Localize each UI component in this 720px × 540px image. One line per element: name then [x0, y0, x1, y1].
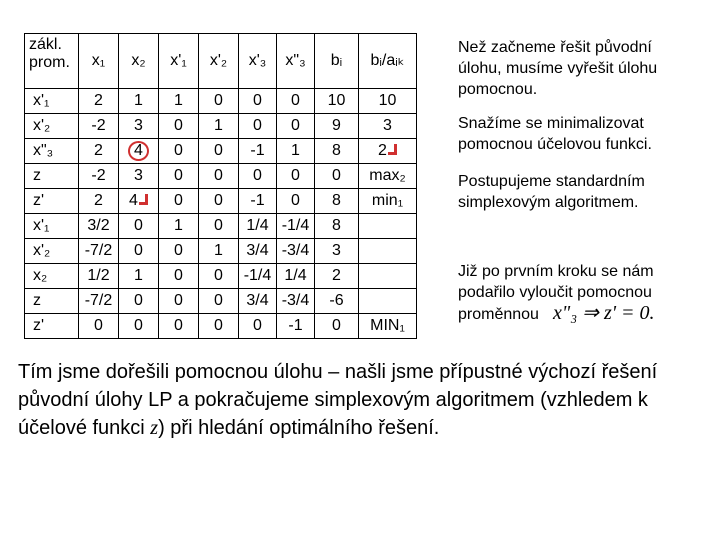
- cell-value: 0: [291, 167, 300, 184]
- table-cell: [79, 89, 119, 114]
- table-cell: [359, 189, 417, 214]
- intro-line-3: pomocnou.: [458, 81, 538, 98]
- table-cell: [277, 239, 315, 264]
- table-cell: [119, 189, 159, 214]
- cell-value: -7/2: [84, 292, 113, 309]
- table-cell: [239, 139, 277, 164]
- cell-value: 0: [214, 217, 223, 234]
- table-cell: [79, 164, 119, 189]
- column-header: x'₂: [199, 34, 239, 89]
- cell-value: 0: [214, 142, 223, 159]
- table-row: [25, 289, 417, 314]
- result-line-2: podařilo vyloučit pomocnou: [458, 284, 652, 301]
- table-cell: [315, 114, 359, 139]
- table-cell: [239, 264, 277, 289]
- algorithm-line-1: Postupujeme standardním: [458, 173, 645, 190]
- cell-value: 0: [332, 317, 341, 334]
- cell-value: 1/4: [284, 267, 307, 284]
- cell-value: min₁: [371, 192, 404, 209]
- cell-value: 2: [94, 92, 103, 109]
- row-label: z: [25, 289, 79, 314]
- table-cell: [239, 89, 277, 114]
- table-row: [25, 314, 417, 339]
- cell-value: 0: [332, 167, 341, 184]
- table-row: [25, 139, 417, 164]
- cell-value: -6: [329, 292, 344, 309]
- cell-value: 1: [174, 217, 183, 234]
- table-cell: [79, 189, 119, 214]
- table-cell: [315, 239, 359, 264]
- table-cell: [277, 189, 315, 214]
- table-cell: [119, 314, 159, 339]
- cell-value: 4: [129, 192, 138, 209]
- table-row: [25, 114, 417, 139]
- table-cell: [239, 164, 277, 189]
- cell-value: -2: [91, 117, 106, 134]
- table-cell: [239, 289, 277, 314]
- algorithm-line-2: simplexovým algoritmem.: [458, 194, 639, 211]
- table-row: [25, 264, 417, 289]
- cell-value: 0: [253, 117, 262, 134]
- elimination-formula: x"₃ ⇒ z' = 0.: [552, 302, 655, 324]
- cell-value: 0: [134, 317, 143, 334]
- table-cell: [359, 139, 417, 164]
- table-cell: [315, 214, 359, 239]
- cell-value: -7/2: [84, 242, 113, 259]
- table-row: [25, 239, 417, 264]
- cell-value: 10: [378, 92, 397, 109]
- table-cell: [79, 239, 119, 264]
- table-cell: [119, 114, 159, 139]
- table-row: [25, 89, 417, 114]
- cell-value: 0: [134, 292, 143, 309]
- table-cell: [315, 189, 359, 214]
- min-label-cell: [359, 314, 417, 339]
- minimize-line-1: Snažíme se minimalizovat: [458, 115, 644, 132]
- table-cell: [119, 289, 159, 314]
- table-row: [25, 164, 417, 189]
- cell-value: 0: [253, 167, 262, 184]
- table-cell: [239, 214, 277, 239]
- cell-value: 0: [214, 317, 223, 334]
- row-label: z': [25, 189, 79, 214]
- cell-value: 0: [174, 317, 183, 334]
- result-line-1: Již po prvním kroku se nám: [458, 263, 654, 280]
- basis-header-line-2: prom.: [29, 54, 70, 71]
- table-cell: [359, 214, 417, 239]
- cell-value: 3/4: [246, 242, 269, 259]
- cell-value: -2: [91, 167, 106, 184]
- intro-line-1: Než začneme řešit původní: [458, 39, 652, 56]
- cell-value: 0: [214, 192, 223, 209]
- table-cell: [359, 264, 417, 289]
- cell-value: 1/4: [246, 217, 269, 234]
- cell-value: 0: [291, 92, 300, 109]
- column-header: x'₃: [239, 34, 277, 89]
- cell-value: 1: [214, 242, 223, 259]
- table-cell: [79, 289, 119, 314]
- pivot-element: 4: [128, 141, 149, 161]
- table-cell: [159, 239, 199, 264]
- row-label: z: [25, 164, 79, 189]
- cell-value: 8: [332, 217, 341, 234]
- row-label: x"₃: [25, 139, 79, 164]
- table-row: [25, 189, 417, 214]
- table-cell: [159, 314, 199, 339]
- column-header: x₂: [119, 34, 159, 89]
- table-cell: [119, 214, 159, 239]
- cell-value: -1: [250, 142, 265, 159]
- table-cell: [199, 89, 239, 114]
- column-header: x'₁: [159, 34, 199, 89]
- table-cell: [159, 114, 199, 139]
- result-line-3-text: proměnnou: [458, 306, 539, 323]
- cell-value: 3: [332, 242, 341, 259]
- table-cell: [359, 114, 417, 139]
- cell-value: 3: [134, 117, 143, 134]
- table-cell: [199, 239, 239, 264]
- row-label: x'₂: [25, 114, 79, 139]
- table-cell: [119, 139, 159, 164]
- table-cell: [79, 264, 119, 289]
- table-cell: [199, 214, 239, 239]
- table-cell: [159, 214, 199, 239]
- cell-value: 0: [174, 192, 183, 209]
- cell-value: 2: [378, 142, 387, 159]
- cell-value: 1: [134, 92, 143, 109]
- minimize-paragraph: [458, 113, 714, 155]
- table-cell: [277, 264, 315, 289]
- cell-value: 3: [383, 117, 392, 134]
- cell-value: 0: [174, 117, 183, 134]
- cell-value: 0: [134, 242, 143, 259]
- cell-value: 0: [214, 292, 223, 309]
- selection-mark: [388, 144, 397, 155]
- table-cell: [277, 164, 315, 189]
- table-cell: [199, 289, 239, 314]
- intro-line-2: úlohu, musíme vyřešit úlohu: [458, 60, 658, 77]
- table-cell: [159, 289, 199, 314]
- min-label: MIN₁: [370, 317, 405, 334]
- cell-value: 3/4: [246, 292, 269, 309]
- row-label: z': [25, 314, 79, 339]
- cell-value: -1: [250, 192, 265, 209]
- table-cell: [199, 264, 239, 289]
- table-cell: [199, 314, 239, 339]
- conclusion-paragraph: [18, 358, 718, 442]
- column-header: x"₃: [277, 34, 315, 89]
- cell-value: 0: [134, 217, 143, 234]
- minimize-line-2: pomocnou účelovou funkci.: [458, 136, 652, 153]
- conclusion-text-2: ) při hledání optimálního řešení.: [158, 417, 440, 439]
- table-cell: [277, 139, 315, 164]
- cell-value: 1: [214, 117, 223, 134]
- table-cell: [119, 239, 159, 264]
- table-cell: [315, 139, 359, 164]
- cell-value: -1/4: [281, 217, 310, 234]
- cell-value: 0: [174, 292, 183, 309]
- result-line-3: [458, 303, 714, 325]
- table-cell: [239, 114, 277, 139]
- table-cell: [79, 214, 119, 239]
- table-cell: [199, 164, 239, 189]
- table-cell: [239, 314, 277, 339]
- table-cell: [359, 239, 417, 264]
- table-cell: [315, 264, 359, 289]
- cell-value: max₂: [369, 167, 406, 184]
- row-label: x'₁: [25, 214, 79, 239]
- cell-value: 0: [94, 317, 103, 334]
- table-cell: [315, 289, 359, 314]
- table-cell: [359, 289, 417, 314]
- table-cell: [199, 139, 239, 164]
- table-cell: [359, 164, 417, 189]
- cell-value: 1: [291, 142, 300, 159]
- conclusion-text-1: Tím jsme dořešili pomocnou úlohu – našli jsme přípustné výchozí řešení původní úlohy LP a pokračujeme simplexovým algoritmem (vzhledem k účelové funkci: [18, 361, 658, 439]
- table-cell: [199, 114, 239, 139]
- table-header-row: [25, 34, 417, 89]
- table-cell: [277, 114, 315, 139]
- result-paragraph: [458, 261, 714, 325]
- cell-value: 8: [332, 192, 341, 209]
- algorithm-paragraph: [458, 171, 714, 213]
- cell-value: -3/4: [281, 242, 310, 259]
- cell-value: 3: [134, 167, 143, 184]
- column-header: bᵢ: [315, 34, 359, 89]
- table-cell: [159, 264, 199, 289]
- table-cell: [277, 89, 315, 114]
- cell-value: -3/4: [281, 292, 310, 309]
- cell-value: 1/2: [87, 267, 110, 284]
- intro-paragraph: [458, 37, 714, 100]
- cell-value: 0: [214, 267, 223, 284]
- table-cell: [159, 139, 199, 164]
- cell-value: 0: [174, 267, 183, 284]
- objective-variable: z: [150, 417, 159, 439]
- table-cell: [359, 89, 417, 114]
- table-cell: [315, 164, 359, 189]
- cell-value: 0: [291, 117, 300, 134]
- table-row: [25, 214, 417, 239]
- table-cell: [119, 264, 159, 289]
- row-label: x'₁: [25, 89, 79, 114]
- basis-header-line-1: zákl.: [29, 36, 62, 53]
- table-cell: [79, 139, 119, 164]
- row-label: x'₂: [25, 239, 79, 264]
- table-cell: [199, 189, 239, 214]
- cell-value: 0: [291, 192, 300, 209]
- table-cell: [159, 164, 199, 189]
- cell-value: 0: [174, 167, 183, 184]
- cell-value: 2: [332, 267, 341, 284]
- cell-value: 0: [253, 317, 262, 334]
- table-cell: [119, 89, 159, 114]
- row-label: x₂: [25, 264, 79, 289]
- table-cell: [79, 114, 119, 139]
- cell-value: 9: [332, 117, 341, 134]
- cell-value: -1/4: [243, 267, 272, 284]
- table-cell: [277, 214, 315, 239]
- table-cell: [239, 239, 277, 264]
- cell-value: -1: [288, 317, 303, 334]
- cell-value: 2: [94, 142, 103, 159]
- cell-value: 1: [134, 267, 143, 284]
- cell-value: 0: [253, 92, 262, 109]
- table-cell: [315, 89, 359, 114]
- table-cell: [277, 289, 315, 314]
- table-cell: [79, 314, 119, 339]
- table-cell: [159, 89, 199, 114]
- cell-value: 3/2: [87, 217, 110, 234]
- cell-value: 8: [332, 142, 341, 159]
- table-cell: [119, 164, 159, 189]
- selection-mark: [139, 194, 148, 205]
- cell-value: 0: [214, 92, 223, 109]
- simplex-table: [24, 33, 417, 339]
- cell-value: 10: [327, 92, 346, 109]
- table-cell: [315, 314, 359, 339]
- column-header: bᵢ/aᵢₖ: [359, 34, 417, 89]
- cell-value: 0: [174, 142, 183, 159]
- column-header: x₁: [79, 34, 119, 89]
- table-cell: [239, 189, 277, 214]
- table-cell: [159, 189, 199, 214]
- cell-value: 0: [214, 167, 223, 184]
- cell-value: 2: [94, 192, 103, 209]
- cell-value: 1: [174, 92, 183, 109]
- table-cell: [277, 314, 315, 339]
- basis-variables-header: [25, 34, 79, 89]
- cell-value: 0: [174, 242, 183, 259]
